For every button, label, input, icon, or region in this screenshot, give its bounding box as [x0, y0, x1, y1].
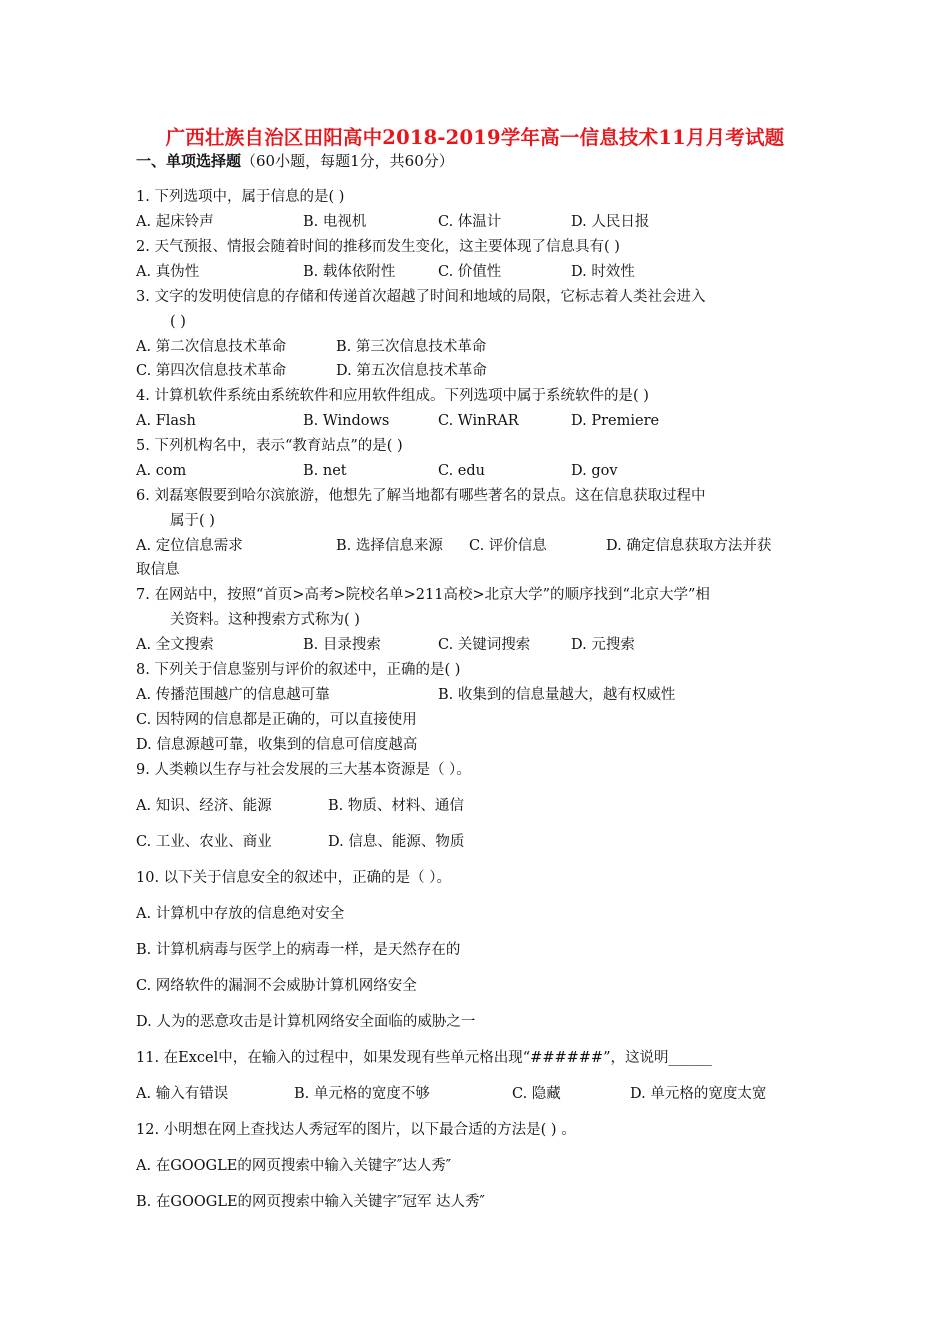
option: D. 单元格的宽度太宽 [630, 1086, 767, 1102]
question-stem: 9. 人类赖以生存与社会发展的三大基本资源是（ ）。 [136, 762, 471, 778]
option: B. 电视机 [303, 214, 367, 230]
question-stem: 2. 天气预报、情报会随着时间的推移而发生变化，这主要体现了信息具有( ) [136, 239, 620, 255]
option: C. 因特网的信息都是正确的，可以直接使用 [136, 712, 417, 728]
option: C. 价值性 [438, 264, 502, 280]
option: D. 人民日报 [571, 214, 650, 230]
option: D. 确定信息获取方法并获 [606, 538, 772, 554]
section-note: （60小题，每题1分，共60分） [241, 152, 454, 170]
option: A. com [136, 463, 187, 479]
option: A. 输入有错误 [136, 1086, 229, 1102]
section-heading [136, 150, 454, 171]
question-stem-continued: 关资料。这种搜索方式称为( ) [170, 612, 360, 628]
option: C. WinRAR [438, 413, 519, 429]
option: A. Flash [136, 413, 196, 429]
question-stem: 1. 下列选项中，属于信息的是( ) [136, 189, 345, 205]
option: B. 在GOOGLE的网页搜索中输入关键字″冠军 达人秀″ [136, 1194, 485, 1210]
exam-title: 广西壮族自治区田阳高中2018-2019学年高一信息技术11月月考试题 [165, 126, 785, 149]
question-stem: 11. 在Excel中，在输入的过程中，如果发现有些单元格出现“######”，这说明______ [136, 1050, 712, 1066]
option: A. 全文搜索 [136, 637, 214, 653]
question-stem-continued: ( ) [170, 314, 186, 330]
option: D. 第五次信息技术革命 [336, 363, 487, 379]
question-stem: 6. 刘磊寒假要到哈尔滨旅游，他想先了解当地都有哪些著名的景点。这在信息获取过程中 [136, 488, 706, 504]
option: B. 第三次信息技术革命 [336, 339, 487, 355]
question-stem: 10. 以下关于信息安全的叙述中，正确的是（ ）。 [136, 870, 452, 886]
option: D. Premiere [571, 413, 660, 429]
option: B. net [303, 463, 347, 479]
question-stem-continued: 属于( ) [170, 513, 215, 529]
question-stem: 5. 下列机构名中，表示“教育站点”的是( ) [136, 438, 403, 454]
option: A. 知识、经济、能源 [136, 798, 272, 814]
option: B. 目录搜索 [303, 637, 381, 653]
option: C. 评价信息 [469, 538, 547, 554]
option: A. 在GOOGLE的网页搜索中输入关键字″达人秀″ [136, 1158, 452, 1174]
option: B. 计算机病毒与医学上的病毒一样，是天然存在的 [136, 942, 461, 958]
option: D. 人为的恶意攻击是计算机网络安全面临的威胁之一 [136, 1014, 476, 1030]
option: C. 网络软件的漏洞不会威胁计算机网络安全 [136, 978, 417, 994]
option: A. 真伪性 [136, 264, 200, 280]
option: A. 计算机中存放的信息绝对安全 [136, 906, 345, 922]
question-stem: 3. 文字的发明使信息的存储和传递首次超越了时间和地域的局限，它标志着人类社会进入 [136, 289, 706, 305]
section-label: 一、单项选择题 [136, 152, 242, 170]
option: A. 起床铃声 [136, 214, 214, 230]
option: D. 信息、能源、物质 [328, 834, 465, 850]
option: D. gov [571, 463, 618, 479]
option: B. 选择信息来源 [336, 538, 443, 554]
option: C. 第四次信息技术革命 [136, 363, 287, 379]
option: D. 时效性 [571, 264, 635, 280]
option: B. 物质、材料、通信 [328, 798, 464, 814]
option: B. 单元格的宽度不够 [294, 1086, 430, 1102]
option: B. 收集到的信息量越大，越有权威性 [438, 687, 676, 703]
option: A. 第二次信息技术革命 [136, 339, 287, 355]
option: A. 传播范围越广的信息越可靠 [136, 687, 330, 703]
option: B. 载体依附性 [303, 264, 396, 280]
question-stem: 12. 小明想在网上查找达人秀冠军的图片，以下最合适的方法是( ) 。 [136, 1122, 576, 1138]
question-stem: 7. 在网站中，按照“首页>高考>院校名单>211高校>北京大学”的顺序找到“北京大学”相 [136, 587, 710, 603]
question-stem: 8. 下列关于信息鉴别与评价的叙述中，正确的是( ) [136, 662, 461, 678]
question-stem: 4. 计算机软件系统由系统软件和应用软件组成。下列选项中属于系统软件的是( ) [136, 388, 649, 404]
option: C. 工业、农业、商业 [136, 834, 272, 850]
option: C. edu [438, 463, 485, 479]
option: D. 信息源越可靠，收集到的信息可信度越高 [136, 737, 418, 753]
option: B. Windows [303, 413, 390, 429]
option: C. 关键词搜索 [438, 637, 531, 653]
option-continued: 取信息 [136, 562, 180, 578]
option: D. 元搜索 [571, 637, 635, 653]
option: A. 定位信息需求 [136, 538, 243, 554]
option: C. 体温计 [438, 214, 502, 230]
option: C. 隐藏 [512, 1086, 561, 1102]
